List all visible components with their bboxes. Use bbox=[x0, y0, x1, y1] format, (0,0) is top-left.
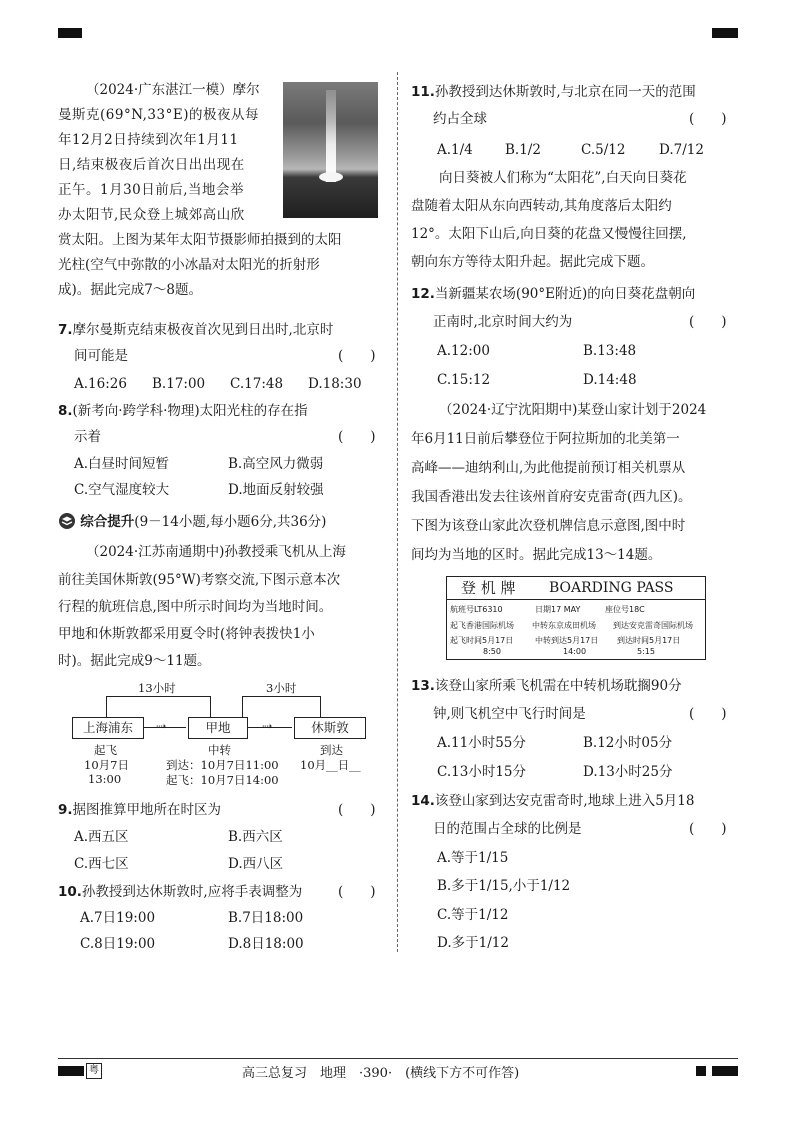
bracket-1-right bbox=[210, 696, 211, 717]
light-pillar bbox=[326, 90, 336, 182]
q8-number: 8. bbox=[58, 403, 73, 419]
q12-option-b[interactable]: B.13:48 bbox=[583, 343, 637, 359]
stage-arrival: 到达 bbox=[320, 743, 343, 757]
q13-option-d[interactable]: D.13小时25分 bbox=[583, 764, 673, 780]
intro2-line-3: 行程的航班信息,图中所示时间均为当地时间。 bbox=[58, 599, 333, 615]
q12-text-2: 正南时,北京时间大约为 bbox=[433, 314, 573, 330]
q8-answer-paren[interactable]: ( ) bbox=[338, 429, 376, 445]
boarding-pass bbox=[446, 576, 706, 660]
section-title: 综合提升 bbox=[80, 514, 135, 530]
q11-text-1: 孙教授到达休斯敦时,与北京在同一天的范围 bbox=[434, 84, 696, 100]
q7-number: 7. bbox=[58, 322, 73, 338]
boarding-arrive-time: 5:15 bbox=[637, 647, 655, 656]
intro1-line-1: （2024·广东湛江一模）摩尔 bbox=[86, 82, 260, 98]
footer-badge: 粤 bbox=[86, 1063, 102, 1079]
q10-stem bbox=[58, 882, 302, 902]
intro3-line-3: 12°。太阳下山后,向日葵的花盘又慢慢往回摆, bbox=[411, 226, 687, 242]
intro4-line-1: （2024·辽宁沈阳期中)某登山家计划于2024 bbox=[439, 402, 707, 418]
q7-text-1: 摩尔曼斯克结束极夜首次见到日出时,北京时 bbox=[72, 322, 334, 338]
city-box-jiadi: 甲地 bbox=[188, 717, 248, 739]
q9-option-c[interactable]: C.西七区 bbox=[74, 856, 129, 872]
stack-icon bbox=[58, 513, 76, 529]
corner-mark-top-left bbox=[58, 28, 82, 38]
intro1-line-6: 办太阳节,民众登上城郊高山欣 bbox=[58, 207, 245, 223]
boarding-flight-no: 航班号LT6310 bbox=[450, 605, 503, 614]
q10-option-d[interactable]: D.8日18:00 bbox=[228, 936, 304, 952]
section-header bbox=[58, 512, 326, 532]
intro1-line-9: 成)。据此完成7～8题。 bbox=[58, 282, 202, 298]
sun-pillar-photo bbox=[283, 82, 378, 218]
boarding-transfer-airport: 中转东京成田机场 bbox=[532, 621, 596, 630]
bracket-1-left bbox=[106, 696, 107, 717]
bracket-2-left bbox=[242, 696, 243, 717]
q7-stem bbox=[58, 320, 333, 340]
intro4-line-6: 间均为当地的区时。据此完成13～14题。 bbox=[411, 547, 662, 563]
intro4-line-4: 我国香港出发去往该州首府安克雷奇(西九区)。 bbox=[411, 489, 692, 505]
q13-text-1: 该登山家所乘飞机需在中转机场耽搁90分 bbox=[434, 678, 682, 694]
q11-number: 11. bbox=[411, 84, 435, 100]
q10-number: 10. bbox=[58, 884, 82, 900]
q12-text-1: 当新疆某农场(90°E附近)的向日葵花盘朝向 bbox=[434, 286, 696, 302]
boarding-date: 日期17 MAY bbox=[535, 605, 581, 614]
q13-option-a[interactable]: A.11小时55分 bbox=[437, 735, 526, 751]
q7-answer-paren[interactable]: ( ) bbox=[338, 348, 376, 364]
q7-option-a[interactable]: A.16:26 bbox=[74, 376, 127, 392]
q7-option-d[interactable]: D.18:30 bbox=[308, 376, 362, 392]
q7-option-b[interactable]: B.17:00 bbox=[152, 376, 206, 392]
boarding-depart-time-label: 起飞时间5月17日 bbox=[450, 636, 514, 645]
intro1-line-8: 光柱(空气中弥散的小冰晶对太阳光的折射形 bbox=[58, 257, 320, 273]
arrival-date[interactable]: 10月__日__ bbox=[300, 758, 361, 772]
q14-option-a[interactable]: A.等于1/15 bbox=[437, 850, 509, 866]
bracket-2-top bbox=[242, 696, 320, 697]
q8-stem bbox=[58, 401, 308, 421]
q13-option-b[interactable]: B.12小时05分 bbox=[583, 735, 673, 751]
q9-option-a[interactable]: A.西五区 bbox=[74, 829, 129, 845]
intro4-line-5: 下图为该登山家此次登机牌信息示意图,图中时 bbox=[411, 518, 686, 534]
q12-option-c[interactable]: C.15:12 bbox=[437, 372, 491, 388]
q11-answer-paren[interactable]: ( ) bbox=[689, 111, 727, 127]
intro1-line-7: 赏太阳。上图为某年太阳节摄影师拍摄到的太阳 bbox=[58, 232, 342, 248]
intro1-line-4: 日,结束极夜后首次日出出现在 bbox=[58, 157, 245, 173]
intro3-line-4: 朝向东方等待太阳升起。据此完成下题。 bbox=[411, 254, 654, 270]
q14-answer-paren[interactable]: ( ) bbox=[689, 821, 727, 837]
city-box-shanghai: 上海浦东 bbox=[72, 717, 144, 739]
boarding-pass-header bbox=[447, 577, 705, 600]
q8-text-1: (新考向·跨学科·物理)太阳光柱的存在指 bbox=[72, 403, 308, 419]
q13-answer-paren[interactable]: ( ) bbox=[689, 706, 727, 722]
intro2-line-2: 前往美国休斯敦(95°W)考察交流,下图示意本次 bbox=[58, 572, 341, 588]
transfer-arrive: 到达：10月7日11:00 bbox=[166, 758, 279, 772]
boarding-seat: 座位号18C bbox=[605, 605, 645, 614]
q11-option-c[interactable]: C.5/12 bbox=[581, 142, 626, 158]
footer-text: 高三总复习 地理 ·390· (横线下方不可作答) bbox=[242, 1066, 520, 1081]
arrow-1-icon: ⇢ bbox=[156, 719, 167, 733]
q9-stem bbox=[58, 800, 221, 820]
q14-stem bbox=[411, 791, 694, 811]
q10-text-1: 孙教授到达休斯敦时,应将手表调整为 bbox=[81, 884, 303, 900]
sun-glow bbox=[319, 172, 343, 182]
footer-mark-left bbox=[58, 1066, 84, 1076]
intro2-line-1: （2024·江苏南通期中)孙教授乘飞机从上海 bbox=[86, 544, 346, 560]
q13-option-c[interactable]: C.13小时15分 bbox=[437, 764, 526, 780]
boarding-transfer-time: 14:00 bbox=[563, 647, 587, 656]
q9-answer-paren[interactable]: ( ) bbox=[338, 802, 376, 818]
q14-number: 14. bbox=[411, 793, 435, 809]
intro1-line-5: 正午。1月30日前后,当地会举 bbox=[58, 182, 245, 198]
q12-option-d[interactable]: D.14:48 bbox=[583, 372, 637, 388]
q14-option-c[interactable]: C.等于1/12 bbox=[437, 907, 509, 923]
q13-number: 13. bbox=[411, 678, 435, 694]
q13-text-2: 钟,则飞机空中飞行时间是 bbox=[433, 706, 586, 722]
boarding-depart-airport: 起飞香港国际机场 bbox=[450, 621, 514, 630]
q8-option-d[interactable]: D.地面反射较强 bbox=[228, 482, 324, 498]
q10-option-a[interactable]: A.7日19:00 bbox=[80, 910, 156, 926]
q9-text-1: 据图推算甲地所在时区为 bbox=[72, 802, 222, 818]
intro2-line-5: 时)。据此完成9～11题。 bbox=[58, 653, 211, 669]
departure-time: 13:00 bbox=[88, 772, 122, 786]
q12-option-a[interactable]: A.12:00 bbox=[437, 343, 490, 359]
q12-number: 12. bbox=[411, 286, 435, 302]
intro3-line-1: 向日葵被人们称为“太阳花”,白天向日葵花 bbox=[439, 170, 687, 186]
q13-stem bbox=[411, 676, 682, 696]
intro4-line-3: 高峰——迪纳利山,为此他提前预订相关机票从 bbox=[411, 460, 686, 476]
q7-option-c[interactable]: C.17:48 bbox=[230, 376, 284, 392]
footer-mark-right-2 bbox=[712, 1066, 738, 1076]
boarding-arrive-airport: 到达安克雷奇国际机场 bbox=[613, 621, 693, 630]
q8-option-a[interactable]: A.白昼时间短暂 bbox=[74, 456, 170, 472]
section-note: (9－14小题,每小题6分,共36分) bbox=[134, 514, 327, 530]
footer-mark-right-1 bbox=[696, 1066, 706, 1076]
boarding-title-cn: 登 机 牌 bbox=[461, 579, 516, 597]
intro3-line-2: 盘随着太阳从东向西转动,其角度落后太阳约 bbox=[411, 198, 672, 214]
transfer-depart: 起飞：10月7日14:00 bbox=[166, 773, 279, 787]
boarding-arrive-time-label: 到达时间5月17日 bbox=[617, 636, 681, 645]
column-divider bbox=[397, 72, 398, 952]
q11-stem bbox=[411, 82, 696, 102]
intro4-line-2: 年6月11日前后攀登位于阿拉斯加的北美第一 bbox=[411, 431, 680, 447]
q14-text-2: 日的范围占全球的比例是 bbox=[433, 821, 582, 837]
boarding-depart-time: 8:50 bbox=[483, 647, 501, 656]
stage-departure: 起飞 bbox=[94, 743, 117, 757]
q9-number: 9. bbox=[58, 802, 73, 818]
flight-duration-2: 3小时 bbox=[266, 681, 297, 695]
flight-diagram bbox=[70, 680, 380, 790]
q10-answer-paren[interactable]: ( ) bbox=[338, 884, 376, 900]
q10-option-c[interactable]: C.8日19:00 bbox=[80, 936, 156, 952]
q11-option-d[interactable]: D.7/12 bbox=[659, 142, 704, 158]
q11-option-a[interactable]: A.1/4 bbox=[437, 142, 473, 158]
q9-option-b[interactable]: B.西六区 bbox=[228, 829, 283, 845]
q14-option-b[interactable]: B.多于1/15,小于1/12 bbox=[437, 878, 571, 894]
boarding-transfer-time-label: 中转到达5月17日 bbox=[535, 636, 599, 645]
city-box-houston: 休斯敦 bbox=[294, 717, 366, 739]
intro2-line-4: 甲地和休斯敦都采用夏令时(将钟表拨快1小 bbox=[58, 626, 315, 642]
q7-text-2: 间可能是 bbox=[74, 348, 128, 364]
q10-option-b[interactable]: B.7日18:00 bbox=[228, 910, 304, 926]
q14-text-1: 该登山家到达安克雷奇时,地球上进入5月18 bbox=[434, 793, 695, 809]
stage-transfer: 中转 bbox=[208, 743, 231, 757]
q11-text-2: 约占全球 bbox=[433, 111, 487, 127]
q12-answer-paren[interactable]: ( ) bbox=[689, 314, 727, 330]
q9-option-d[interactable]: D.西八区 bbox=[228, 856, 284, 872]
departure-date: 10月7日 bbox=[84, 758, 129, 772]
intro1-line-3: 年12月2日持续到次年1月11 bbox=[58, 132, 239, 148]
bracket-2-right bbox=[320, 696, 321, 717]
q14-option-d[interactable]: D.多于1/12 bbox=[437, 935, 509, 951]
q8-option-c[interactable]: C.空气湿度较大 bbox=[74, 482, 170, 498]
q8-text-2: 示着 bbox=[74, 429, 101, 445]
q11-option-b[interactable]: B.1/2 bbox=[505, 142, 541, 158]
arrow-2-icon: ⇢ bbox=[262, 719, 273, 733]
corner-mark-top-right bbox=[712, 28, 738, 38]
intro1-line-2: 曼斯克(69°N,33°E)的极夜从每 bbox=[58, 107, 259, 123]
boarding-title-en: BOARDING PASS bbox=[549, 580, 674, 596]
bracket-1-top bbox=[106, 696, 211, 697]
footer-rule bbox=[58, 1058, 738, 1059]
q8-option-b[interactable]: B.高空风力微弱 bbox=[228, 456, 324, 472]
q12-stem bbox=[411, 284, 695, 304]
flight-duration-1: 13小时 bbox=[138, 681, 176, 695]
